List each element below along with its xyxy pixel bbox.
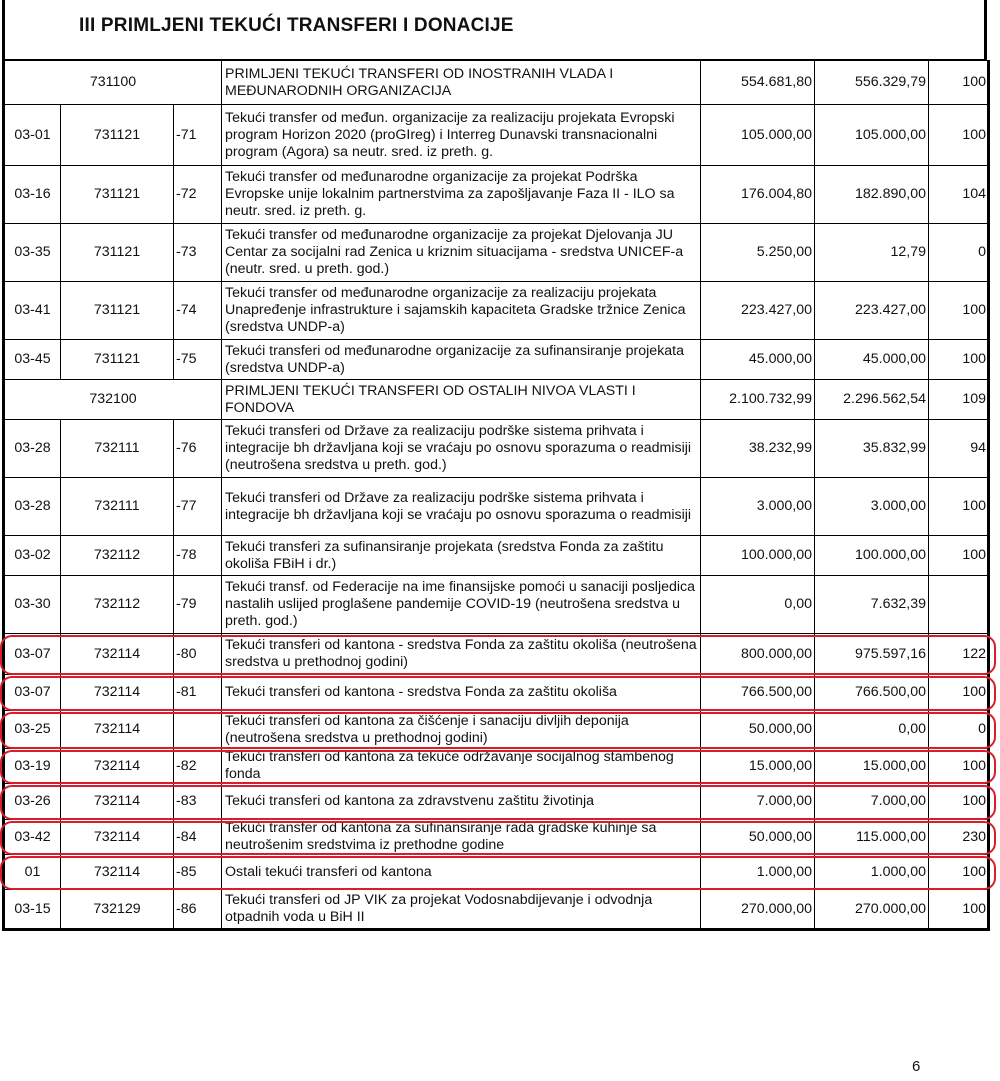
position-cell: -77 — [174, 478, 222, 536]
percent-cell: 0 — [929, 224, 989, 282]
section-cell: 03-19 — [4, 749, 61, 784]
account-code-cell: 732114 — [61, 784, 174, 820]
percent-cell: 100 — [929, 855, 989, 890]
account-code-cell: 732111 — [61, 478, 174, 536]
table-row — [4, 166, 989, 224]
position-cell: -84 — [174, 820, 222, 855]
plan-amount-cell: 7.000,00 — [701, 784, 815, 820]
executed-amount-cell: 1.000,00 — [815, 855, 929, 890]
section-header — [2, 0, 987, 60]
plan-amount-cell: 38.232,99 — [701, 420, 815, 478]
group-code-cell: 732100 — [4, 380, 222, 420]
position-cell: -86 — [174, 890, 222, 930]
section-cell: 01 — [4, 855, 61, 890]
position-cell: -76 — [174, 420, 222, 478]
executed-amount-cell: 7.000,00 — [815, 784, 929, 820]
description-cell: Ostali tekući transferi od kantona — [222, 855, 701, 890]
account-code-cell: 731121 — [61, 282, 174, 340]
percent-cell: 100 — [929, 749, 989, 784]
executed-amount-cell: 182.890,00 — [815, 166, 929, 224]
executed-amount-cell: 270.000,00 — [815, 890, 929, 930]
plan-amount-cell: 766.500,00 — [701, 675, 815, 711]
account-code-cell: 731121 — [61, 340, 174, 380]
description-cell: Tekući transferi od Države za realizaciju podrške sistema prihvata i integracije bh državljana koji se vraćaju po osnovu sporazuma o readmisiji — [222, 478, 701, 536]
section-cell: 03-35 — [4, 224, 61, 282]
position-cell: -85 — [174, 855, 222, 890]
description-cell: Tekući transferi od kantona za tekuće održavanje socijalnog stambenog fonda — [222, 749, 701, 784]
executed-amount-cell: 45.000,00 — [815, 340, 929, 380]
executed-amount-cell: 15.000,00 — [815, 749, 929, 784]
table-row — [4, 282, 989, 340]
percent-cell: 100 — [929, 61, 989, 105]
plan-amount-cell: 223.427,00 — [701, 282, 815, 340]
description-cell: Tekući transferi od kantona za čišćenje i sanaciju divljih deponija (neutrošena sredstva u prethodnoj godini) — [222, 711, 701, 749]
executed-amount-cell: 766.500,00 — [815, 675, 929, 711]
table-row — [4, 675, 989, 711]
percent-cell: 100 — [929, 784, 989, 820]
table-row — [4, 478, 989, 536]
account-code-cell: 732111 — [61, 420, 174, 478]
position-cell: -78 — [174, 536, 222, 576]
plan-amount-cell: 554.681,80 — [701, 61, 815, 105]
group-row — [4, 380, 989, 420]
executed-amount-cell: 35.832,99 — [815, 420, 929, 478]
description-cell: Tekući transf. od Federacije na ime finansijske pomoći u sanaciji posljedica nastalih uslijed proglašene pandemije COVID-19 (neutrošena sredstva u preth. god.) — [222, 576, 701, 634]
transfers-table — [2, 60, 990, 931]
table-row — [4, 890, 989, 930]
percent-cell: 100 — [929, 890, 989, 930]
table-row — [4, 420, 989, 478]
description-cell: Tekući transferi od kantona za zdravstvenu zaštitu životinja — [222, 784, 701, 820]
percent-cell: 122 — [929, 634, 989, 675]
percent-cell: 230 — [929, 820, 989, 855]
executed-amount-cell: 7.632,39 — [815, 576, 929, 634]
section-cell: 03-01 — [4, 105, 61, 166]
description-cell: Tekući transferi od kantona - sredstva Fonda za zaštitu okoliša (neutrošena sredstva u prethodnoj godini) — [222, 634, 701, 675]
page-number: 6 — [912, 1058, 921, 1075]
percent-cell: 94 — [929, 420, 989, 478]
group-code-cell: 731100 — [4, 61, 222, 105]
plan-amount-cell: 105.000,00 — [701, 105, 815, 166]
plan-amount-cell: 1.000,00 — [701, 855, 815, 890]
percent-cell: 100 — [929, 675, 989, 711]
plan-amount-cell: 176.004,80 — [701, 166, 815, 224]
percent-cell: 104 — [929, 166, 989, 224]
table-row — [4, 536, 989, 576]
section-cell: 03-07 — [4, 634, 61, 675]
description-cell: PRIMLJENI TEKUĆI TRANSFERI OD INOSTRANIH VLADA I MEĐUNARODNIH ORGANIZACIJA — [222, 61, 701, 105]
account-code-cell: 731121 — [61, 105, 174, 166]
section-cell: 03-02 — [4, 536, 61, 576]
position-cell: -71 — [174, 105, 222, 166]
table-row — [4, 784, 989, 820]
percent-cell: 100 — [929, 536, 989, 576]
account-code-cell: 732114 — [61, 749, 174, 784]
section-cell: 03-07 — [4, 675, 61, 711]
description-cell: Tekući transfer od kantona za sufinansiranje rada gradske kuhinje sa neutrošenim sredstvima iz prethodne godine — [222, 820, 701, 855]
account-code-cell: 732112 — [61, 576, 174, 634]
table-row — [4, 855, 989, 890]
position-cell: -74 — [174, 282, 222, 340]
percent-cell — [929, 576, 989, 634]
table-row — [4, 576, 989, 634]
table-row — [4, 749, 989, 784]
percent-cell: 100 — [929, 282, 989, 340]
description-cell: Tekući transfer od međunarodne organizacije za projekat Podrška Evropske unije lokalnim partnerstvima za zapošljavanje Faza II - ILO sa neutr. sred. iz preth. g. — [222, 166, 701, 224]
description-cell: Tekući transfer od međunarodne organizacije za realizaciju projekata Unapređenje infrastrukture i sajamskih kapaciteta Gradske tržnice Zenica (sredstva UNDP-a) — [222, 282, 701, 340]
position-cell: -73 — [174, 224, 222, 282]
table-row — [4, 224, 989, 282]
description-cell: Tekući transferi od JP VIK za projekat Vodosnabdijevanje i odvodnja otpadnih voda u BiH II — [222, 890, 701, 930]
table-row — [4, 820, 989, 855]
percent-cell: 100 — [929, 340, 989, 380]
executed-amount-cell: 12,79 — [815, 224, 929, 282]
section-cell: 03-28 — [4, 478, 61, 536]
executed-amount-cell: 223.427,00 — [815, 282, 929, 340]
account-code-cell: 732114 — [61, 711, 174, 749]
plan-amount-cell: 50.000,00 — [701, 711, 815, 749]
executed-amount-cell: 556.329,79 — [815, 61, 929, 105]
description-cell: Tekući transfer od međun. organizacije za realizaciju projekata Evropski program Horizon 2020 (proGIreg) i Interreg Dunavski transnacionalni program (Agora) sa neutr. sred. iz preth. g. — [222, 105, 701, 166]
plan-amount-cell: 100.000,00 — [701, 536, 815, 576]
account-code-cell: 732114 — [61, 820, 174, 855]
account-code-cell: 732114 — [61, 855, 174, 890]
section-cell: 03-30 — [4, 576, 61, 634]
section-cell: 03-45 — [4, 340, 61, 380]
plan-amount-cell: 45.000,00 — [701, 340, 815, 380]
section-cell: 03-16 — [4, 166, 61, 224]
section-cell: 03-41 — [4, 282, 61, 340]
executed-amount-cell: 2.296.562,54 — [815, 380, 929, 420]
position-cell: -81 — [174, 675, 222, 711]
section-cell: 03-15 — [4, 890, 61, 930]
account-code-cell: 732112 — [61, 536, 174, 576]
position-cell: -79 — [174, 576, 222, 634]
account-code-cell: 732114 — [61, 675, 174, 711]
table-row — [4, 711, 989, 749]
description-cell: Tekući transferi od međunarodne organizacije za sufinansiranje projekata (sredstva UNDP-a) — [222, 340, 701, 380]
table-row — [4, 340, 989, 380]
table-body — [4, 61, 989, 930]
plan-amount-cell: 270.000,00 — [701, 890, 815, 930]
position-cell: -82 — [174, 749, 222, 784]
position-cell: -80 — [174, 634, 222, 675]
section-cell: 03-26 — [4, 784, 61, 820]
position-cell: -72 — [174, 166, 222, 224]
plan-amount-cell: 0,00 — [701, 576, 815, 634]
account-code-cell: 731121 — [61, 224, 174, 282]
percent-cell: 0 — [929, 711, 989, 749]
plan-amount-cell: 15.000,00 — [701, 749, 815, 784]
percent-cell: 109 — [929, 380, 989, 420]
table-row — [4, 634, 989, 675]
executed-amount-cell: 3.000,00 — [815, 478, 929, 536]
percent-cell: 100 — [929, 478, 989, 536]
position-cell: -75 — [174, 340, 222, 380]
position-cell — [174, 711, 222, 749]
executed-amount-cell: 100.000,00 — [815, 536, 929, 576]
description-cell: Tekući transferi od Države za realizaciju podrške sistema prihvata i integracije bh državljana koji se vraćaju po osnovu sporazuma o readmisiji (neutrošena sredstva u preth. god.) — [222, 420, 701, 478]
account-code-cell: 731121 — [61, 166, 174, 224]
percent-cell: 100 — [929, 105, 989, 166]
plan-amount-cell: 5.250,00 — [701, 224, 815, 282]
table-row — [4, 105, 989, 166]
account-code-cell: 732114 — [61, 634, 174, 675]
section-title: III PRIMLJENI TEKUĆI TRANSFERI I DONACIJE — [79, 15, 514, 36]
executed-amount-cell: 0,00 — [815, 711, 929, 749]
plan-amount-cell: 2.100.732,99 — [701, 380, 815, 420]
section-cell: 03-28 — [4, 420, 61, 478]
plan-amount-cell: 3.000,00 — [701, 478, 815, 536]
account-code-cell: 732129 — [61, 890, 174, 930]
executed-amount-cell: 115.000,00 — [815, 820, 929, 855]
description-cell: Tekući transfer od međunarodne organizacije za projekat Djelovanja JU Centar za socijalni rad Zenica u kriznim situacijama - sredstva UNICEF-a (neutr. sred. u preth. god.) — [222, 224, 701, 282]
description-cell: PRIMLJENI TEKUĆI TRANSFERI OD OSTALIH NIVOA VLASTI I FONDOVA — [222, 380, 701, 420]
section-cell: 03-42 — [4, 820, 61, 855]
description-cell: Tekući transferi od kantona - sredstva Fonda za zaštitu okoliša — [222, 675, 701, 711]
plan-amount-cell: 50.000,00 — [701, 820, 815, 855]
plan-amount-cell: 800.000,00 — [701, 634, 815, 675]
budget-sheet — [2, 0, 987, 931]
section-cell: 03-25 — [4, 711, 61, 749]
executed-amount-cell: 105.000,00 — [815, 105, 929, 166]
position-cell: -83 — [174, 784, 222, 820]
group-row — [4, 61, 989, 105]
executed-amount-cell: 975.597,16 — [815, 634, 929, 675]
description-cell: Tekući transferi za sufinansiranje projekata (sredstva Fonda za zaštitu okoliša FBiH i dr.) — [222, 536, 701, 576]
